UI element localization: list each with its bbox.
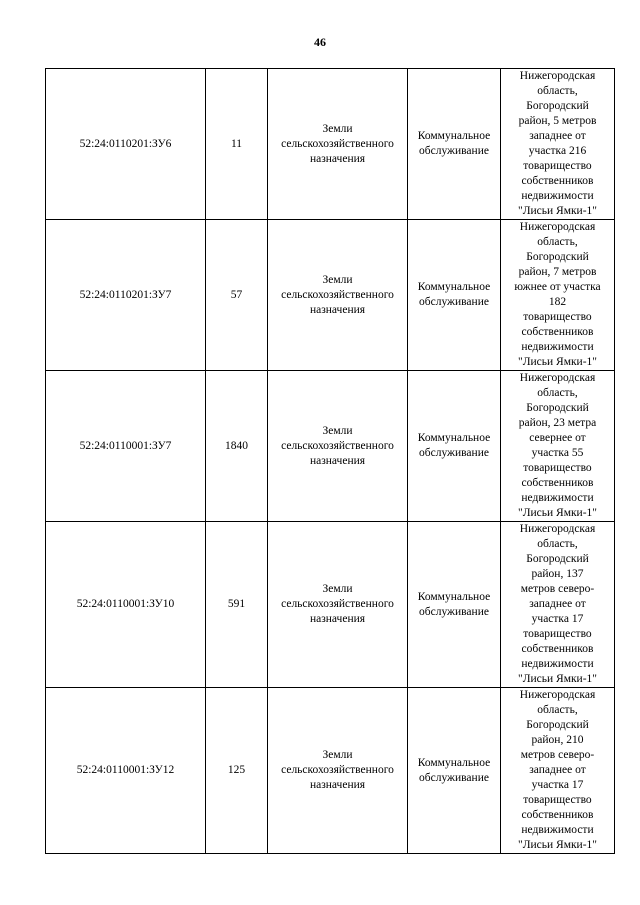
area-cell: 1840 [206,371,268,522]
location-cell: Нижегородская область, Богородский район, 7 метров южнее от участка 182 товарищество собственников недвижимости "Лисьи Ямки-1" [501,220,615,371]
cadastral-number-cell: 52:24:0110001:ЗУ10 [46,522,206,688]
cadastral-number-cell: 52:24:0110001:ЗУ7 [46,371,206,522]
table-row [46,220,615,371]
area-cell: 591 [206,522,268,688]
location-cell: Нижегородская область, Богородский район, 5 метров западнее от участка 216 товарищество собственников недвижимости "Лисьи Ямки-1" [501,69,615,220]
cadastral-number-cell: 52:24:0110001:ЗУ12 [46,688,206,854]
area-cell: 125 [206,688,268,854]
location-cell: Нижегородская область, Богородский район, 210 метров северо- западнее от участка 17 товарищество собственников недвижимости "Лисьи Ямки-1" [501,688,615,854]
location-cell: Нижегородская область, Богородский район, 23 метра севернее от участка 55 товарищество собственников недвижимости "Лисьи Ямки-1" [501,371,615,522]
land-plots-table [45,68,615,854]
cadastral-number-cell: 52:24:0110201:ЗУ7 [46,220,206,371]
page-number: 46 [314,35,326,49]
cadastral-number-cell: 52:24:0110201:ЗУ6 [46,69,206,220]
permitted-use-cell: Коммунальное обслуживание [408,220,501,371]
permitted-use-cell: Коммунальное обслуживание [408,69,501,220]
land-category-cell: Земли сельскохозяйственного назначения [268,220,408,371]
location-cell: Нижегородская область, Богородский район, 137 метров северо- западнее от участка 17 товарищество собственников недвижимости "Лисьи Ямки-1" [501,522,615,688]
permitted-use-cell: Коммунальное обслуживание [408,522,501,688]
land-category-cell: Земли сельскохозяйственного назначения [268,69,408,220]
land-category-cell: Земли сельскохозяйственного назначения [268,371,408,522]
area-cell: 11 [206,69,268,220]
table-row [46,69,615,220]
area-cell: 57 [206,220,268,371]
land-category-cell: Земли сельскохозяйственного назначения [268,688,408,854]
table-row [46,371,615,522]
permitted-use-cell: Коммунальное обслуживание [408,688,501,854]
land-category-cell: Земли сельскохозяйственного назначения [268,522,408,688]
table-row [46,688,615,854]
table-row [46,522,615,688]
permitted-use-cell: Коммунальное обслуживание [408,371,501,522]
